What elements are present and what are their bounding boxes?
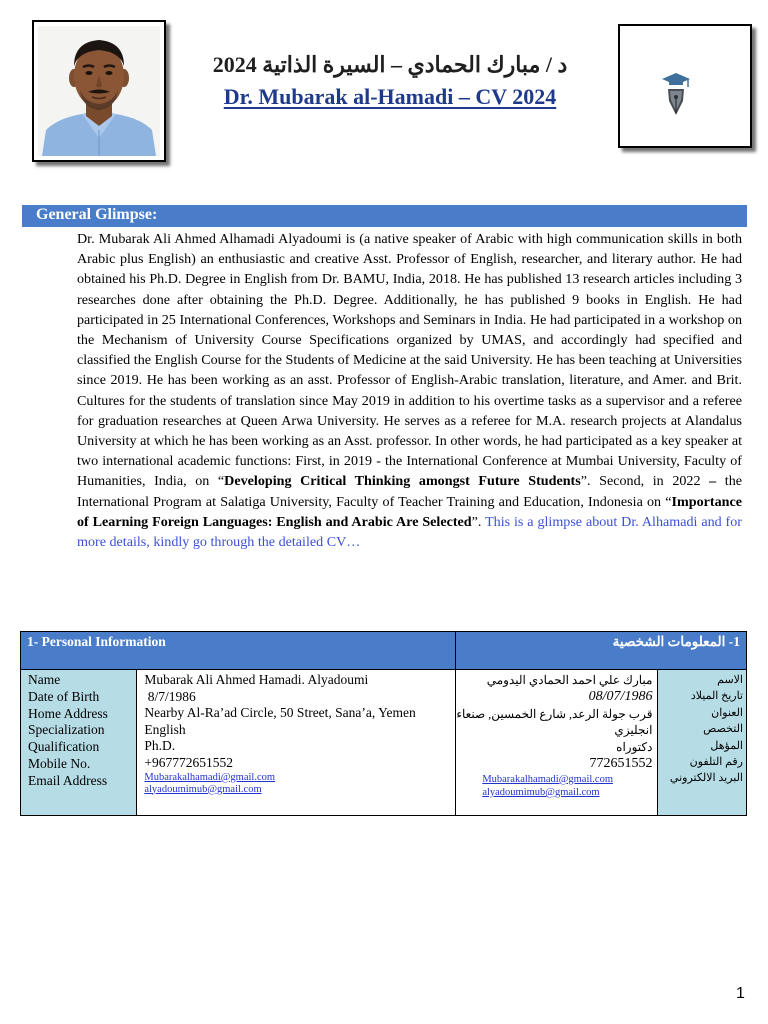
glimpse-text-1: Dr. Mubarak Ali Ahmed Alhamadi Alyadoumi is (a native speaker of Arabic with high communication skills in both Arabic plus English) an enthusiastic and creative Asst. Professor of English, researcher, and literary author. He had obtained his Ph.D. Degree in English from Dr. BAMU, India, 2018. He has published 13 research articles including 3 researches done after obtaining the Ph.D. Degree. Additionally, he has published 9 books in English. He had participated in 25 International Conferences, Workshops and Seminars in India. He had participated in a workshop on the Mechanism of University Course Specifications organized by UMAS, and accordingly had specified and classified the English Course for the Students of Medicine at the said University. He has been teaching at Universities since 2019. He has been working as an asst. Professor of English-Arabic translation, literature, and Amer. and Brit. Cultures for the students of translation since May 2019 in addition to his overtime tasks as a supervisor and a referee for graduation researches at Queen Arwa University. He serves as a referee for M.A. research projects at Alandalus University at which he has been working as an Asst. professor. In other words, he had participated as a key speaker at two international academic functions: First, in 2019 - the International Conference at Mumbai University, Faculty of Humanities, India, on “ [77, 231, 742, 490]
email-link-secondary[interactable]: alyadoumimub@gmail.com [144, 783, 262, 795]
glimpse-bold-title-2: Importance of Learning Foreign Languages: English and Arabic Are Selected [77, 493, 742, 530]
label-date-of-birth: Date of Birth [28, 688, 100, 704]
title-english [170, 84, 610, 110]
label-email-ar: البريد الالكتروني [669, 772, 743, 785]
label-name: Name [28, 672, 61, 687]
personal-information-header-ar: 1- المعلومات الشخصية [456, 632, 747, 670]
value-mobile-ar: 772651552 [589, 755, 653, 771]
value-specialization: English [144, 721, 186, 737]
glimpse-text-3: the International Program at Salatiga University, Faculty of Teacher Training and Education, Indonesia on “ [77, 473, 742, 510]
label-specialization-ar: التخصص [703, 723, 743, 736]
value-name-ar: مبارك علي احمد الحمادي اليدومي [486, 673, 653, 687]
graduation-cap-pen-icon [661, 71, 691, 117]
label-date-of-birth-ar: تاريخ الميلاد [690, 690, 743, 703]
general-glimpse-header [22, 205, 747, 227]
label-qualification-ar: المؤهل [710, 739, 743, 752]
values-arabic [456, 670, 658, 816]
labels-arabic [658, 670, 747, 816]
label-email: Email Address [28, 772, 108, 788]
general-glimpse-heading: General Glimpse: [36, 206, 158, 223]
label-mobile: Mobile No. [28, 755, 91, 771]
portrait-image [38, 26, 160, 156]
label-specialization: Specialization [28, 722, 105, 738]
personal-information-body-row [21, 670, 747, 816]
label-qualification: Qualification [28, 739, 100, 755]
value-date-of-birth: 8/7/1986 [144, 688, 196, 704]
value-name: Mubarak Ali Ahmed Hamadi. Alyadoumi [144, 672, 369, 687]
value-mobile: +967772651552 [144, 754, 233, 770]
value-specialization-ar: انجليزي [614, 723, 653, 738]
label-mobile-ar: رقم التلفون [689, 756, 743, 769]
label-name-ar: الاسم [717, 674, 743, 686]
email-link-secondary-ar[interactable]: alyadoumimub@gmail.com [482, 786, 600, 798]
page-number: 1 [736, 985, 745, 1002]
values-english [137, 670, 456, 816]
value-qualification: Ph.D. [144, 738, 176, 754]
general-glimpse-paragraph [77, 229, 742, 552]
glimpse-more-details-link[interactable]: This is a glimpse about Dr. Alhamadi and for more details, kindly go through the detailed CV… [77, 513, 742, 551]
label-home-address: Home Address [28, 705, 108, 721]
label-address-ar: العنوان [711, 706, 743, 719]
logo-frame [618, 24, 752, 148]
portrait-photo [32, 20, 166, 162]
glimpse-text-2: ”. Second, in 2022 [580, 473, 710, 490]
glimpse-bold-title-1: Developing Critical Thinking amongst Future Students [224, 473, 581, 490]
title-english-text: Dr. Mubarak al-Hamadi – CV 2024 [223, 84, 557, 109]
value-qualification-ar: دكتوراه [616, 740, 653, 755]
glimpse-text-4: ”. [471, 513, 486, 530]
value-home-address: Nearby Al-Ra’ad Circle, 50 Street, Sana’a, Yemen [144, 705, 416, 721]
value-home-address-ar: قرب جولة الرعد, شارع الخمسين, صنعاء [456, 706, 653, 721]
email-link-primary[interactable]: Mubarakalhamadi@gmail.com [144, 771, 276, 783]
personal-information-header-en: 1- Personal Information [21, 632, 456, 670]
personal-information-header-row [21, 632, 747, 670]
personal-information-table [20, 631, 747, 816]
glimpse-dash: – [709, 473, 717, 490]
email-link-primary-ar[interactable]: Mubarakalhamadi@gmail.com [482, 773, 613, 785]
title-arabic: د / مبارك الحمادي – السيرة الذاتية 2024 [212, 52, 568, 77]
labels-english [21, 670, 137, 816]
value-date-of-birth-ar: 08/07/1986 [588, 688, 653, 704]
